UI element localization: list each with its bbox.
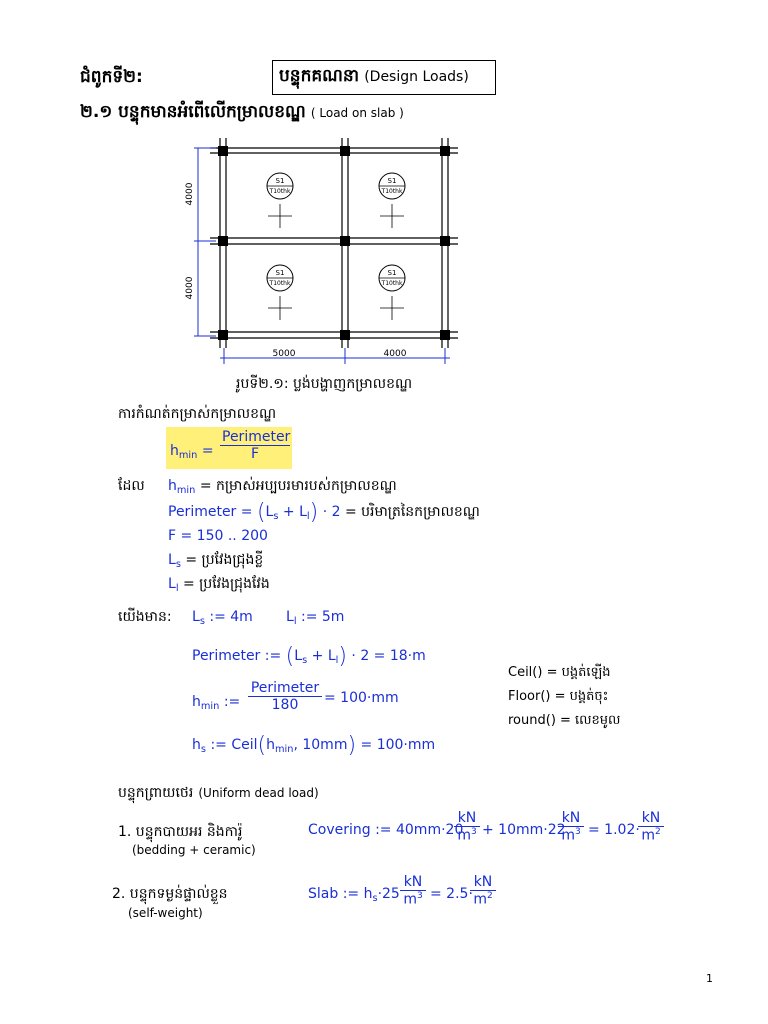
chapter-title-khmer: បន្ទុកគណនា <box>279 66 360 86</box>
chapter-label: ជំពូកទី២: <box>80 67 143 87</box>
page-number: 1 <box>706 972 713 985</box>
ceil-function-note: Ceil() = បង្គត់ឡើង <box>508 665 611 680</box>
slab-thickness: T10thk <box>381 188 403 195</box>
dimension-left-bottom: 4000 <box>185 276 195 300</box>
dimension-bottom-left: 5000 <box>272 349 296 359</box>
chapter-title-box <box>272 60 496 95</box>
hmin-definition: $h_{min}$ = កម្រាស់អប្បបរមារបស់កម្រាលខណ្ឌ <box>168 478 397 496</box>
covering-item-subtitle: (bedding + ceramic) <box>132 843 256 857</box>
floor-function-note: Floor() = បង្គត់ចុះ <box>508 689 609 704</box>
Ll-definition: $L_l$ = ប្រវែងជ្រុងវែង <box>168 576 270 594</box>
section-heading <box>80 101 404 126</box>
slab-marker <box>379 173 405 228</box>
perimeter-calculation: Perimeter := $(L_s + L_l) \cdot 2 = 18\cdot m$ <box>192 644 426 669</box>
F-range: F = 150 .. 200 <box>168 528 268 544</box>
hmin-equals: = <box>201 443 214 459</box>
perimeter-definition: Perimeter = $(L_s + L_l) \cdot 2$ = បរិមាត្រនៃកម្រាលខណ្ឌ <box>168 500 480 525</box>
slab-thickness: T10thk <box>269 188 291 195</box>
round-function-note: round() = លេខមូល <box>508 713 621 728</box>
covering-item-title: 1. បន្ទុកបាយអរ និងការ៉ូ <box>118 824 243 840</box>
Ls-assignment: $L_s$ := 4m <box>192 609 253 627</box>
slab-thickness: T10thk <box>381 280 403 287</box>
hmin-numerator: Perimeter <box>222 429 291 445</box>
dead-load-heading: បន្ទុកព្រាយថេរ (Uniform dead load) <box>118 785 319 801</box>
hmin-formula-highlight <box>166 427 292 469</box>
slab-label: S1 <box>275 269 285 277</box>
slab-self-weight-calculation: Slab := $h_s\cdot 25$ $\frac{kN}{m^3}$ = 2.5· $\frac{kN}{m^2}$ <box>308 874 528 924</box>
slab-marker <box>267 173 293 228</box>
where-label: ដែល <box>118 478 145 494</box>
hmin-denominator: F <box>220 445 290 462</box>
slab-label: S1 <box>387 177 397 185</box>
slab-label: S1 <box>275 177 285 185</box>
section-title: ២.១ បន្ទុកមានអំពើលើកម្រាលខណ្ឌ <box>80 102 306 122</box>
figure-caption: រូបទី២.១: ប្លង់បង្ហាញកម្រាលខណ្ឌ <box>236 376 413 392</box>
slab-plan-figure <box>180 136 470 368</box>
slab-marker <box>267 265 293 320</box>
dimension-left-top: 4000 <box>185 182 195 206</box>
chapter-title-english: (Design Loads) <box>364 69 469 85</box>
hmin-subscript: min <box>178 450 198 461</box>
thickness-heading: ការកំណត់កម្រាស់កម្រាលខណ្ឌ <box>118 406 277 422</box>
covering-calculation: Covering := 40mm·20 $\frac{kN}{m^3}$ + 10mm·22 $\frac{kN}{m^3}$ = 1.02· $\frac{kN}{m^2}$ <box>308 810 668 860</box>
self-weight-item-subtitle: (self-weight) <box>128 906 203 920</box>
hmin-symbol: h <box>170 443 179 459</box>
hmin-calculation: $h_{min}$ := Perimeter 180 = 100·mm <box>192 680 399 713</box>
hs-calculation: $h_s$ := $Ceil(h_{min}$, 10mm) = 100·mm <box>192 733 436 758</box>
slab-label: S1 <box>387 269 397 277</box>
section-subtitle: ( Load on slab ) <box>310 106 404 120</box>
slab-thickness: T10thk <box>269 280 291 287</box>
Ll-assignment: $L_l$ := 5m <box>286 609 345 627</box>
self-weight-item-title: 2. បន្ទុកទម្ងន់ផ្ទាល់ខ្លួន <box>112 886 228 902</box>
dimension-bottom-right: 4000 <box>383 349 407 359</box>
given-label: យើងមាន: <box>118 609 172 625</box>
slab-marker <box>379 265 405 320</box>
Ls-definition: $L_s$ = ប្រវែងជ្រុងខ្លី <box>168 552 264 570</box>
